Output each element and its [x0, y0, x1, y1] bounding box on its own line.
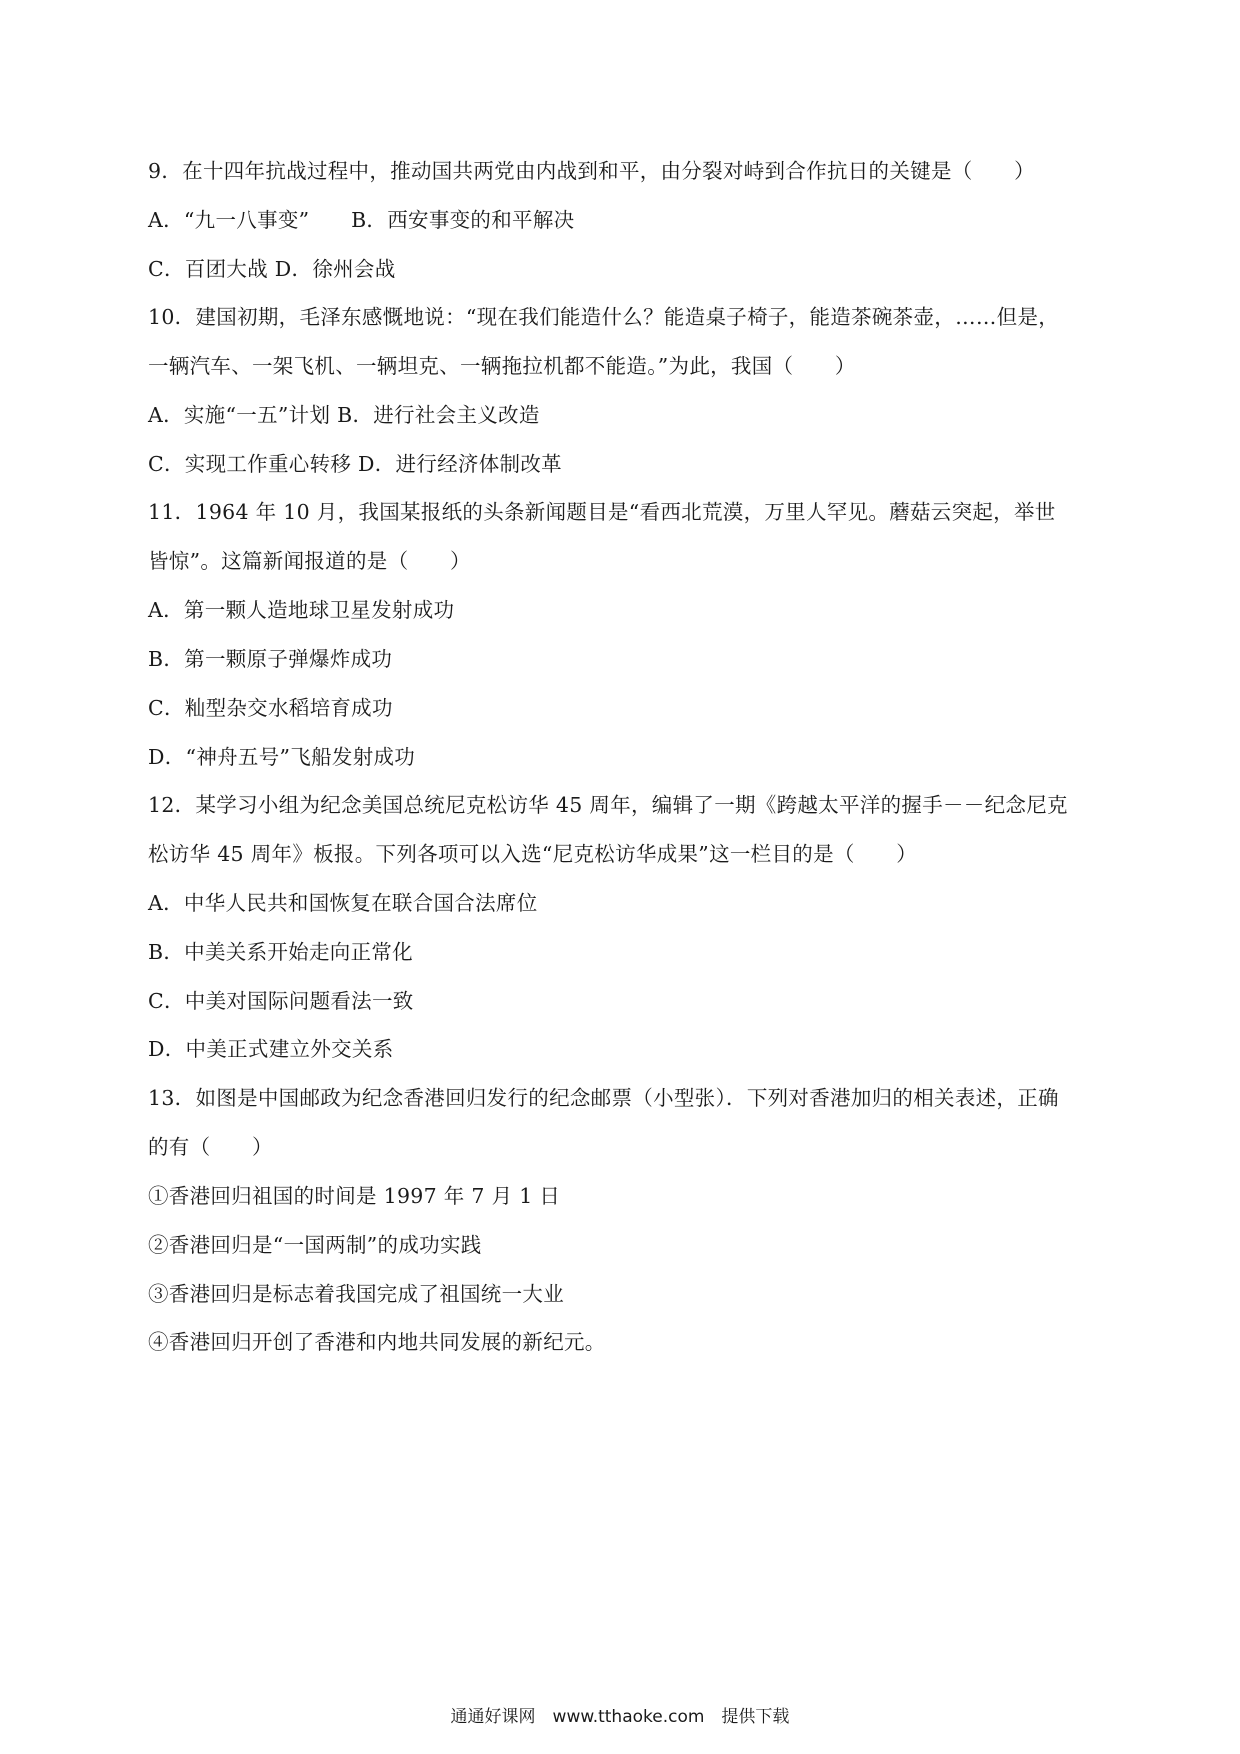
question-12-option-d: D．中美正式建立外交关系	[148, 1037, 394, 1061]
question-12-option-c: C．中美对国际问题看法一致	[148, 989, 414, 1013]
question-12-option-b: B．中美关系开始走向正常化	[148, 940, 413, 964]
question-10-option-line-1: A．实施“一五”计划 B．进行社会主义改造	[148, 403, 540, 427]
question-11-stem-line-2: 皆惊”。这篇新闻报道的是（ ）	[148, 549, 471, 573]
question-13-statement-1: ①香港回归祖国的时间是 1997 年 7 月 1 日	[148, 1184, 561, 1208]
question-11-option-d: D．“神舟五号”飞船发射成功	[148, 745, 416, 769]
question-9-option-line-2: C．百团大战 D．徐州会战	[148, 257, 396, 281]
question-12-stem-line-2: 松访华 45 周年》板报。下列各项可以入选“尼克松访华成果”这一栏目的是（ ）	[148, 842, 918, 866]
question-13-statement-3: ③香港回归是标志着我国完成了祖国统一大业	[148, 1282, 564, 1306]
question-9-option-line-1: A．“九一八事变” B．西安事变的和平解决	[148, 208, 575, 232]
question-11-option-c: C．籼型杂交水稻培育成功	[148, 696, 393, 720]
question-13-statement-4: ④香港回归开创了香港和内地共同发展的新纪元。	[148, 1330, 606, 1354]
question-10-stem-line-2: 一辆汽车、一架飞机、一辆坦克、一辆拖拉机都不能造。”为此，我国（ ）	[148, 354, 856, 378]
question-11-option-a: A．第一颗人造地球卫星发射成功	[148, 598, 455, 622]
question-13-stem-line-1: 13．如图是中国邮政为纪念香港回归发行的纪念邮票（小型张）．下列对香港加归的相关表述，正确	[148, 1086, 1059, 1110]
question-12-stem-line-1: 12．某学习小组为纪念美国总统尼克松访华 45 周年，编辑了一期《跨越太平洋的握手－－纪念尼克	[148, 793, 1068, 817]
question-10-stem-line-1: 10．建国初期，毛泽东感慨地说：“现在我们能造什么？能造桌子椅子，能造茶碗茶壶，……但是，	[148, 305, 1060, 329]
question-11-stem-line-1: 11．1964 年 10 月，我国某报纸的头条新闻题目是“看西北荒漠，万里人罕见。蘑菇云突起，举世	[148, 500, 1056, 524]
question-13-statement-2: ②香港回归是“一国两制”的成功实践	[148, 1233, 482, 1257]
question-11-option-b: B．第一颗原子弹爆炸成功	[148, 647, 393, 671]
question-13-stem-line-2: 的有（ ）	[148, 1135, 273, 1159]
question-10-option-line-2: C．实现工作重心转移 D．进行经济体制改革	[148, 452, 562, 476]
question-12-option-a: A．中华人民共和国恢复在联合国合法席位	[148, 891, 538, 915]
page-footer: 通通好课网 www.tthaoke.com 提供下载	[450, 1707, 790, 1727]
question-9-stem-line-1: 9．在十四年抗战过程中，推动国共两党由内战到和平，由分裂对峙到合作抗日的关键是（ ）	[148, 159, 1035, 183]
